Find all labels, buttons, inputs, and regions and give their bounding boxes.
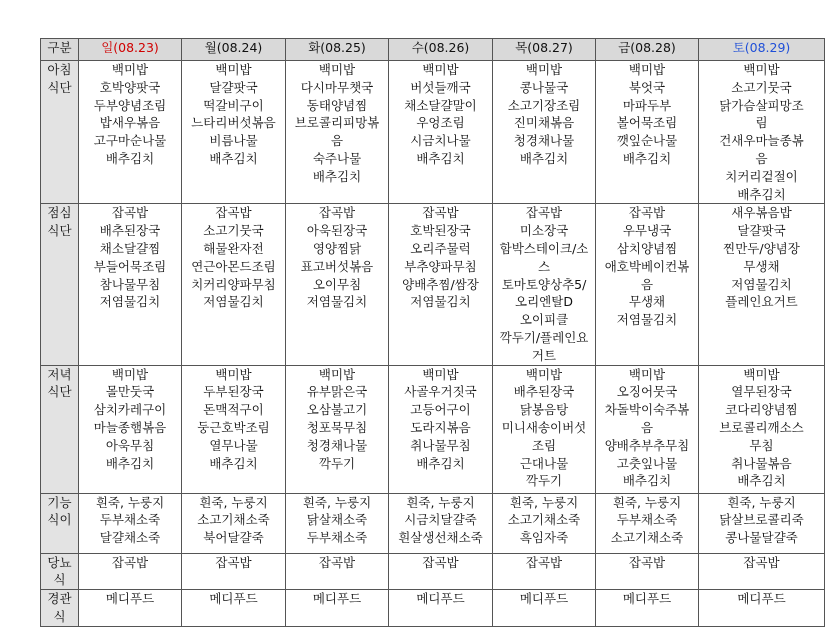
menu-cell xyxy=(389,553,493,590)
menu-item: 백미밥 xyxy=(525,366,563,382)
menu-item: 백미밥 xyxy=(111,62,149,77)
row-label-line: 당뇨 xyxy=(47,554,72,570)
menu-item: 백미밥 xyxy=(318,366,356,382)
menu-cell xyxy=(182,204,286,365)
menu-item: 콩나물국 xyxy=(519,79,569,95)
menu-item: 잡곡밥 xyxy=(422,554,459,570)
menu-item: 코다리양념찜 xyxy=(725,402,798,418)
meal-row xyxy=(41,493,825,553)
menu-item: 찐만두/양념장 xyxy=(723,240,800,256)
menu-item: 백미밥 xyxy=(111,366,149,382)
menu-item: 배추김치 xyxy=(622,150,672,166)
menu-cell xyxy=(596,365,699,493)
corner-header: 구분 xyxy=(41,39,79,61)
menu-cell xyxy=(286,493,389,553)
menu-item: 두부채소죽 xyxy=(306,530,368,546)
menu-item: 흰죽, 누룽지 xyxy=(727,494,796,510)
menu-cell xyxy=(182,61,286,204)
day-header: 월(08.24) xyxy=(182,39,286,61)
menu-cell xyxy=(493,493,596,553)
menu-item: 삼치카레구이 xyxy=(93,402,167,418)
menu-item: 떡갈비구이 xyxy=(203,97,264,113)
row-label xyxy=(41,365,79,493)
menu-item: 백미밥 xyxy=(215,62,252,77)
menu-item: 흑임자죽 xyxy=(519,530,569,546)
menu-item: 저염물김치 xyxy=(203,294,264,310)
menu-item: 배추된장국 xyxy=(99,223,161,239)
menu-item: 부들어묵조림 xyxy=(93,258,167,274)
menu-item: 백미밥 xyxy=(525,62,563,77)
menu-item: 토마토양상추5/ xyxy=(501,276,587,292)
menu-item: 북어달걀죽 xyxy=(203,530,264,546)
menu-item: 배추된장국 xyxy=(513,384,575,400)
menu-item: 깻잎순나물 xyxy=(616,133,678,149)
menu-item: 부추양파무침 xyxy=(404,258,477,274)
menu-item: 배추김치 xyxy=(416,455,465,471)
menu-item: 배추김치 xyxy=(737,186,786,202)
menu-item: 배추김치 xyxy=(737,473,786,489)
menu-item: 둥근호박조림 xyxy=(197,419,270,435)
menu-item: 브로콜리피망볶 xyxy=(294,115,380,131)
menu-cell xyxy=(493,365,596,493)
menu-item: 치커리겉절이 xyxy=(725,168,798,184)
menu-item: 표고버섯볶음 xyxy=(300,258,374,274)
menu-cell xyxy=(699,590,825,627)
menu-item: 잡곡밥 xyxy=(743,554,780,570)
menu-cell xyxy=(596,493,699,553)
menu-item: 두부된장국 xyxy=(203,384,264,400)
menu-item: 조림 xyxy=(531,437,557,453)
menu-item: 무생채 xyxy=(743,258,780,274)
menu-item: 닭가슴살피망조 xyxy=(719,97,804,113)
menu-item: 음 xyxy=(640,276,654,292)
menu-item: 시금치나물 xyxy=(410,133,471,149)
menu-item: 저염물김치 xyxy=(410,294,471,310)
menu-item: 배추김치 xyxy=(209,455,258,471)
menu-item: 스 xyxy=(537,258,551,274)
menu-item: 브로콜리깨소스 xyxy=(719,419,804,435)
menu-cell xyxy=(79,365,182,493)
row-label-line: 저녁 xyxy=(47,366,72,382)
row-label-line: 식단 xyxy=(47,223,72,239)
menu-item: 닭살채소죽 xyxy=(306,512,368,528)
menu-item: 흰죽, 누룽지 xyxy=(302,494,372,510)
menu-cell xyxy=(699,553,825,590)
menu-cell xyxy=(596,553,699,590)
menu-item: 흰죽, 누룽지 xyxy=(509,494,579,510)
menu-item: 소고기채소죽 xyxy=(507,512,581,528)
day-header: 토(08.29) xyxy=(699,39,825,61)
menu-item: 느타리버섯볶음 xyxy=(191,115,276,131)
menu-item: 볼어묵조림 xyxy=(616,115,678,131)
menu-item: 잡곡밥 xyxy=(525,205,563,221)
menu-item: 거트 xyxy=(531,347,557,363)
menu-item: 저염물김치 xyxy=(731,276,792,292)
menu-item: 배추김치 xyxy=(416,150,465,166)
menu-item: 백미밥 xyxy=(215,366,252,382)
menu-item: 콩나물달걀죽 xyxy=(725,530,798,546)
menu-cell xyxy=(286,204,389,365)
menu-item: 영양찜닭 xyxy=(312,240,362,256)
menu-item: 미소장국 xyxy=(519,223,569,239)
menu-item: 백미밥 xyxy=(422,62,459,77)
menu-item: 잡곡밥 xyxy=(318,205,356,221)
menu-item: 잡곡밥 xyxy=(318,554,356,570)
menu-item: 메디푸드 xyxy=(622,591,672,607)
menu-cell xyxy=(79,553,182,590)
menu-cell xyxy=(699,61,825,204)
menu-item: 호박된장국 xyxy=(410,223,471,239)
menu-item: 두부채소죽 xyxy=(616,512,678,528)
menu-item: 참나물무침 xyxy=(99,276,161,292)
menu-cell xyxy=(389,365,493,493)
menu-item: 메디푸드 xyxy=(312,591,362,607)
menu-cell xyxy=(182,493,286,553)
menu-item: 채소달걀말이 xyxy=(404,97,477,113)
row-label-line: 식 xyxy=(53,608,66,624)
menu-item: 청경채나물 xyxy=(306,437,368,453)
menu-item: 흰죽, 누룽지 xyxy=(95,494,165,510)
menu-item: 사골우거짓국 xyxy=(404,384,477,400)
menu-cell xyxy=(286,365,389,493)
menu-cell xyxy=(493,553,596,590)
header-row xyxy=(41,39,825,61)
row-label-line: 경관 xyxy=(47,591,72,607)
menu-item: 취나물볶음 xyxy=(731,455,792,471)
menu-item: 배추김치 xyxy=(209,150,258,166)
menu-cell xyxy=(286,553,389,590)
menu-item: 차돌박이숙주볶 xyxy=(604,402,690,418)
menu-item: 우엉조림 xyxy=(416,115,465,131)
menu-cell xyxy=(286,61,389,204)
row-label xyxy=(41,493,79,553)
menu-item: 음 xyxy=(640,419,654,435)
menu-item: 마파두부 xyxy=(622,97,672,113)
menu-item: 배추김치 xyxy=(312,168,362,184)
row-label-line: 식단 xyxy=(47,384,72,400)
row-label-line: 점심 xyxy=(47,205,72,221)
menu-item: 저염물김치 xyxy=(616,312,678,328)
menu-item: 흰죽, 누룽지 xyxy=(612,494,682,510)
menu-cell xyxy=(79,204,182,365)
menu-item: 소고기뭇국 xyxy=(731,79,792,95)
menu-item: 마늘종햄볶음 xyxy=(93,419,167,435)
menu-cell xyxy=(389,204,493,365)
menu-item: 백미밥 xyxy=(318,62,356,77)
menu-item: 양배추부추무침 xyxy=(604,437,690,453)
menu-cell xyxy=(493,204,596,365)
menu-item: 백미밥 xyxy=(628,62,666,77)
menu-item: 돈맥적구이 xyxy=(203,402,264,418)
menu-item: 깍두기 xyxy=(318,455,356,471)
menu-item: 동태양념찜 xyxy=(306,97,368,113)
meal-row xyxy=(41,61,825,204)
menu-item: 북엇국 xyxy=(628,79,666,95)
menu-item: 잡곡밥 xyxy=(215,205,252,221)
meal-row xyxy=(41,553,825,590)
menu-item: 달걀팟국 xyxy=(209,79,258,95)
menu-item: 저염물김치 xyxy=(99,294,161,310)
meal-row xyxy=(41,204,825,365)
menu-item: 배추김치 xyxy=(519,150,569,166)
menu-cell xyxy=(79,61,182,204)
menu-item: 백미밥 xyxy=(422,366,459,382)
menu-item: 닭살브로콜리죽 xyxy=(719,512,804,528)
menu-item: 메디푸드 xyxy=(416,591,465,607)
menu-item: 림 xyxy=(755,115,768,131)
menu-item: 잡곡밥 xyxy=(422,205,459,221)
menu-item: 소고기채소죽 xyxy=(610,530,684,546)
menu-item: 잡곡밥 xyxy=(628,205,666,221)
menu-item: 음 xyxy=(330,133,344,149)
menu-item: 잡곡밥 xyxy=(215,554,252,570)
menu-item: 유부맑은국 xyxy=(306,384,368,400)
menu-item: 메디푸드 xyxy=(105,591,155,607)
menu-item: 건새우마늘종볶 xyxy=(719,133,804,149)
meal-row xyxy=(41,365,825,493)
row-label-line: 식이 xyxy=(47,512,72,528)
menu-item: 흰죽, 누룽지 xyxy=(406,494,475,510)
menu-cell xyxy=(699,204,825,365)
menu-item: 아욱된장국 xyxy=(306,223,368,239)
menu-item: 몰만둣국 xyxy=(105,384,155,400)
menu-cell xyxy=(182,590,286,627)
menu-item: 달걀팟국 xyxy=(737,223,786,239)
menu-item: 메디푸드 xyxy=(209,591,258,607)
menu-item: 치커리양파무침 xyxy=(191,276,276,292)
menu-item: 청포묵무침 xyxy=(306,419,368,435)
menu-item: 애호박베이컨볶 xyxy=(604,258,690,274)
menu-item: 두부양념조림 xyxy=(93,97,167,113)
menu-item: 버섯들깨국 xyxy=(410,79,471,95)
menu-cell xyxy=(182,365,286,493)
menu-item: 잡곡밥 xyxy=(525,554,563,570)
menu-item: 연근아몬드조림 xyxy=(191,258,276,274)
menu-item: 오리주물럭 xyxy=(410,240,471,256)
menu-item: 두부채소죽 xyxy=(99,512,161,528)
menu-cell xyxy=(493,61,596,204)
menu-item: 잡곡밥 xyxy=(111,554,149,570)
menu-cell xyxy=(389,590,493,627)
menu-item: 무생채 xyxy=(628,294,666,310)
menu-item: 소고기장조림 xyxy=(507,97,581,113)
row-label xyxy=(41,553,79,590)
row-label-line: 식 xyxy=(53,572,66,588)
day-header: 수(08.26) xyxy=(389,39,493,61)
menu-item: 배추김치 xyxy=(105,455,155,471)
menu-item: 오삼불고기 xyxy=(306,402,368,418)
day-header: 화(08.25) xyxy=(286,39,389,61)
menu-item: 플레인요거트 xyxy=(725,294,798,310)
menu-cell xyxy=(699,365,825,493)
menu-item: 호박양팟국 xyxy=(99,79,161,95)
menu-item: 잡곡밥 xyxy=(111,205,149,221)
menu-item: 저염물김치 xyxy=(306,294,368,310)
menu-item: 열무된장국 xyxy=(731,384,792,400)
menu-cell xyxy=(389,493,493,553)
menu-cell xyxy=(493,590,596,627)
menu-item: 고등어구이 xyxy=(410,402,471,418)
menu-item: 음 xyxy=(755,150,768,166)
day-header: 일(08.23) xyxy=(79,39,182,61)
menu-item: 고춧잎나물 xyxy=(616,455,678,471)
menu-item: 깍두기/플레인요 xyxy=(499,329,589,345)
menu-cell xyxy=(79,493,182,553)
menu-item: 해물완자전 xyxy=(203,240,264,256)
menu-cell xyxy=(596,590,699,627)
menu-cell xyxy=(182,553,286,590)
menu-item: 양배추찜/쌈장 xyxy=(402,276,479,292)
menu-item: 흰죽, 누룽지 xyxy=(199,494,268,510)
menu-item: 근대나물 xyxy=(519,455,569,471)
menu-item: 우무냉국 xyxy=(622,223,672,239)
menu-item: 아욱무침 xyxy=(105,437,155,453)
menu-cell xyxy=(286,590,389,627)
menu-item: 청경채나물 xyxy=(513,133,575,149)
menu-item: 숙주나물 xyxy=(312,150,362,166)
menu-item: 다시마무챗국 xyxy=(300,79,374,95)
menu-item: 백미밥 xyxy=(628,366,666,382)
row-label-line: 기능 xyxy=(47,494,72,510)
menu-item: 무침 xyxy=(749,437,774,453)
menu-item: 닭봉음탕 xyxy=(519,402,569,418)
menu-cell xyxy=(699,493,825,553)
menu-item: 잡곡밥 xyxy=(628,554,666,570)
menu-cell xyxy=(79,590,182,627)
menu-item: 백미밥 xyxy=(743,366,780,382)
menu-cell xyxy=(596,204,699,365)
day-header: 목(08.27) xyxy=(493,39,596,61)
row-label-line: 아침 xyxy=(47,62,72,77)
day-header: 금(08.28) xyxy=(596,39,699,61)
menu-item: 깍두기 xyxy=(525,473,563,489)
menu-item: 미니새송이버섯 xyxy=(501,419,587,435)
menu-item: 배추김치 xyxy=(105,150,155,166)
menu-item: 도라지볶음 xyxy=(410,419,471,435)
row-label xyxy=(41,61,79,204)
menu-item: 시금치달걀죽 xyxy=(404,512,477,528)
menu-item: 오리엔탈D xyxy=(515,294,573,310)
menu-item: 열무나물 xyxy=(209,437,258,453)
meal-plan-table xyxy=(40,38,825,627)
row-label xyxy=(41,590,79,627)
menu-item: 함박스테이크/소 xyxy=(499,240,589,256)
menu-item: 배추김치 xyxy=(622,473,672,489)
menu-item: 새우볶음밥 xyxy=(731,205,792,221)
menu-item: 메디푸드 xyxy=(519,591,569,607)
menu-item: 취나물무침 xyxy=(410,437,471,453)
row-label-line: 식단 xyxy=(47,79,72,95)
menu-item: 고구마순나물 xyxy=(93,133,167,149)
menu-item: 밥새우볶음 xyxy=(99,115,161,131)
menu-item: 소고기채소죽 xyxy=(197,512,270,528)
menu-item: 비름나물 xyxy=(209,133,258,149)
menu-item: 달걀채소죽 xyxy=(99,530,161,546)
menu-cell xyxy=(389,61,493,204)
menu-cell xyxy=(596,61,699,204)
menu-item: 메디푸드 xyxy=(737,591,786,607)
menu-item: 삼치양념찜 xyxy=(616,240,678,256)
menu-item: 오이피클 xyxy=(519,312,569,328)
menu-item: 소고기뭇국 xyxy=(203,223,264,239)
menu-item: 진미채볶음 xyxy=(513,115,575,131)
row-label xyxy=(41,204,79,365)
menu-item: 백미밥 xyxy=(743,62,780,77)
menu-item: 흰살생선채소죽 xyxy=(398,530,483,546)
menu-item: 채소달걀찜 xyxy=(99,240,161,256)
menu-item: 오이무침 xyxy=(312,276,362,292)
menu-item: 오징어뭇국 xyxy=(616,384,678,400)
meal-row xyxy=(41,590,825,627)
